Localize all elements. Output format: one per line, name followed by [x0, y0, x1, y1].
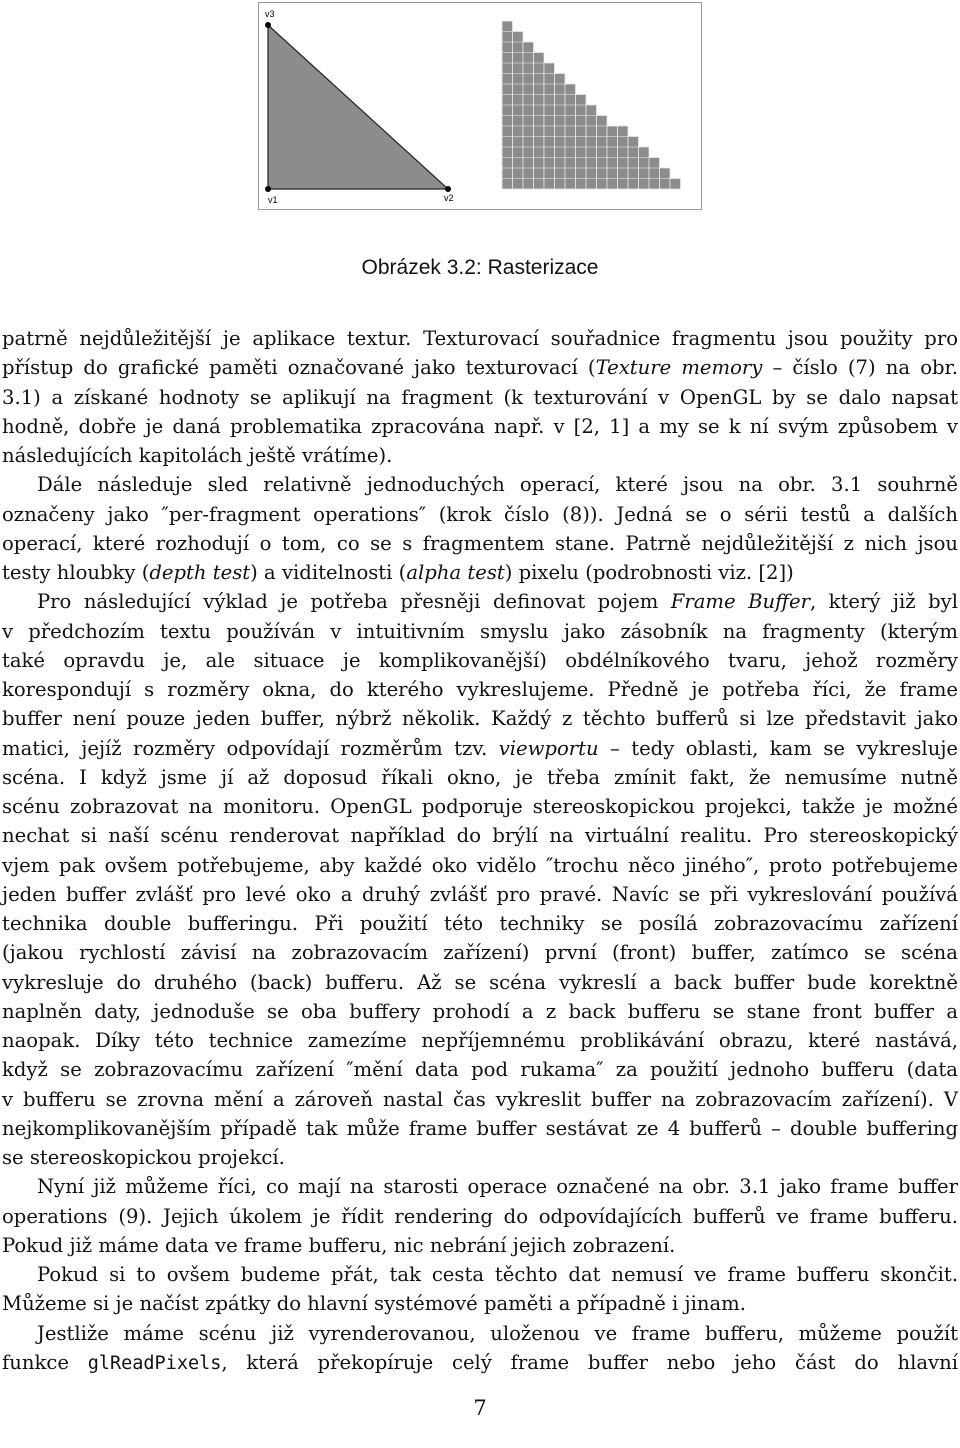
vertex-v1-label: v1 [268, 195, 278, 205]
page-number: 7 [473, 1396, 487, 1420]
term-alpha-test: alpha test [406, 561, 505, 584]
rasterization-figure [258, 2, 702, 210]
term-texture-memory: Texture memory [595, 356, 763, 380]
figure-caption: Obrázek 3.2: Rasterizace [361, 256, 599, 279]
text-line: jeden buffer zvlášť pro levé oko a druhý zvlášť pro pravé. Navíc se při vykreslování používá [2, 882, 958, 906]
text-line: vjem pak ovšem potřebujeme, aby každé oko vidělo ″trochu něco jiného″, proto potřebujeme [2, 853, 958, 877]
vertex-v1-dot [265, 186, 271, 192]
text-line: v bufferu se zrovna mění a zároveň nastal čas vykreslit buffer na zobrazovacím zařízení). V [2, 1087, 958, 1111]
text-line: buffer není pouze jeden buffer, nýbrž několik. Každý z těchto bufferů si lze představit jako [2, 707, 958, 731]
text-line: scénu zobrazovat na monitoru. OpenGL podporuje stereoskopickou projekci, takže je možné [2, 795, 958, 818]
text-line: Pokud již máme data ve frame bufferu, nic nebrání jejich zobrazení. [2, 1233, 676, 1257]
text-line: naopak. Díky této technice zamezíme nepříjemnému problikávání obrazu, které nastává, [2, 1029, 958, 1052]
raster-column [555, 74, 566, 190]
term-viewport: viewportu [498, 736, 599, 760]
text-line: scéna. I když jsme jí až doposud říkali okno, je třeba zmínit fakt, že nemusíme nutně [2, 765, 958, 789]
raster-column [534, 53, 545, 190]
text-line: 3.1) a získané hodnoty se aplikují na fragment (k texturování v OpenGL by se dalo napsat [2, 385, 958, 409]
rasterization-diagram [258, 2, 702, 210]
text-line: když se zobrazovacímu zařízení ″mění data pod rukama″ za použití jednoho bufferu (data [2, 1058, 958, 1082]
text-line: Nyní již můžeme říci, co mají na starosti operace označené na obr. 3.1 jako frame buffer [37, 1175, 958, 1199]
text-line: naplněn daty, jednoduše se oba buffery prohodí a z back bufferu se stane front buffer a [2, 999, 958, 1023]
text-line: Pokud si to ovšem budeme přát, tak cesta těchto dat nemusí ve frame bufferu skončit. [37, 1263, 958, 1286]
text-line: testy hloubky (depth test) a viditelnosti (alpha test) pixelu (podrobnosti viz. [2]) [2, 561, 794, 584]
text-line: patrně nejdůležitější je aplikace textur. Texturovací souřadnice fragmentu jsou použity pro [2, 327, 958, 350]
term-frame-buffer: Frame Buffer [670, 590, 810, 614]
text-line: Můžeme si je načíst zpátky do hlavní systémové paměti a případně i jinam. [2, 1292, 746, 1316]
text-line: (jakou rychlostí závisí na zobrazovacím zařízení) první (front) buffer, zatímco se scéna [2, 941, 958, 965]
text-line: přístup do grafické paměti označované jako texturovací (Texture memory – číslo (7) na obr. [2, 356, 958, 380]
text-line: nejkomplikovanějším případě tak může frame buffer sestávat ze 4 bufferů – double buffering [2, 1116, 958, 1140]
raster-column [628, 137, 639, 190]
vertex-v3-label: v3 [265, 9, 275, 19]
raster-column [670, 179, 681, 190]
text-line: hodně, dobře je daná problematika zpracována např. v [2, 1] a my se k ní svým způsobem v [2, 414, 958, 438]
text-line: vykresluje do druhého (back) bufferu. Až se scéna vykreslí a back buffer bude korektně [2, 970, 958, 994]
text-line: technika double bufferingu. Při použití této techniky se posílá zobrazovacímu zařízení [2, 912, 958, 935]
text-line: operations (9). Jejich úkolem je řídit rendering do odpovídajících bufferů ve frame bufferu. [2, 1204, 958, 1228]
text-line: funkce glReadPixels, která překopíruje celý frame buffer nebo jeho část do hlavní [2, 1350, 958, 1374]
text-line: korespondují s rozměry okna, do kterého vykreslujeme. Předně je potřeba říci, že frame [2, 678, 958, 701]
text-line: následujících kapitolách ještě vrátíme). [2, 444, 393, 467]
vertex-v3-dot [265, 22, 271, 28]
body-text [2, 324, 958, 1378]
text-line: Jestliže máme scénu již vyrenderovanou, uloženou ve frame bufferu, můžeme použít [37, 1321, 958, 1345]
code-glreadpixels: glReadPixels [87, 1352, 222, 1374]
vertex-v2-dot [445, 186, 451, 192]
term-depth-test: depth test [149, 561, 251, 584]
raster-column [597, 116, 608, 190]
text-line: se stereoskopickou projekcí. [2, 1146, 285, 1169]
vertex-v2-label: v2 [444, 193, 454, 203]
raster-column [649, 158, 660, 190]
text-line: nechat si naší scénu renderovat například do brýlí na virtuální realitu. Pro stereoskopický [2, 824, 958, 848]
text-line: také opravdu je, ale situace je komplikovanější) obdélníkového tvaru, jehož rozměry [2, 648, 958, 672]
text-line: matici, jejíž rozměry odpovídají rozměrům tzv. viewportu – tedy oblasti, kam se vykresluje [2, 736, 958, 760]
text-line: Pro následující výklad je potřeba přesněji definovat pojem Frame Buffer, který již byl [37, 590, 958, 614]
raster-column [576, 95, 587, 190]
raster-column [513, 32, 524, 190]
text-line: v předchozím textu používán v intuitivním smyslu jako zásobník na fragmenty (kterým [2, 619, 958, 643]
text-line: Dále následuje sled relativně jednoduchých operací, které jsou na obr. 3.1 souhrně [37, 473, 958, 497]
text-line: označeny jako ″per-fragment operations″ (krok číslo (8)). Jedná se o sérii testů a dalších [2, 502, 958, 526]
text-line: operací, které rozhodují o tom, co se s fragmentem stane. Patrně nejdůležitější z nich jsou [2, 531, 958, 555]
